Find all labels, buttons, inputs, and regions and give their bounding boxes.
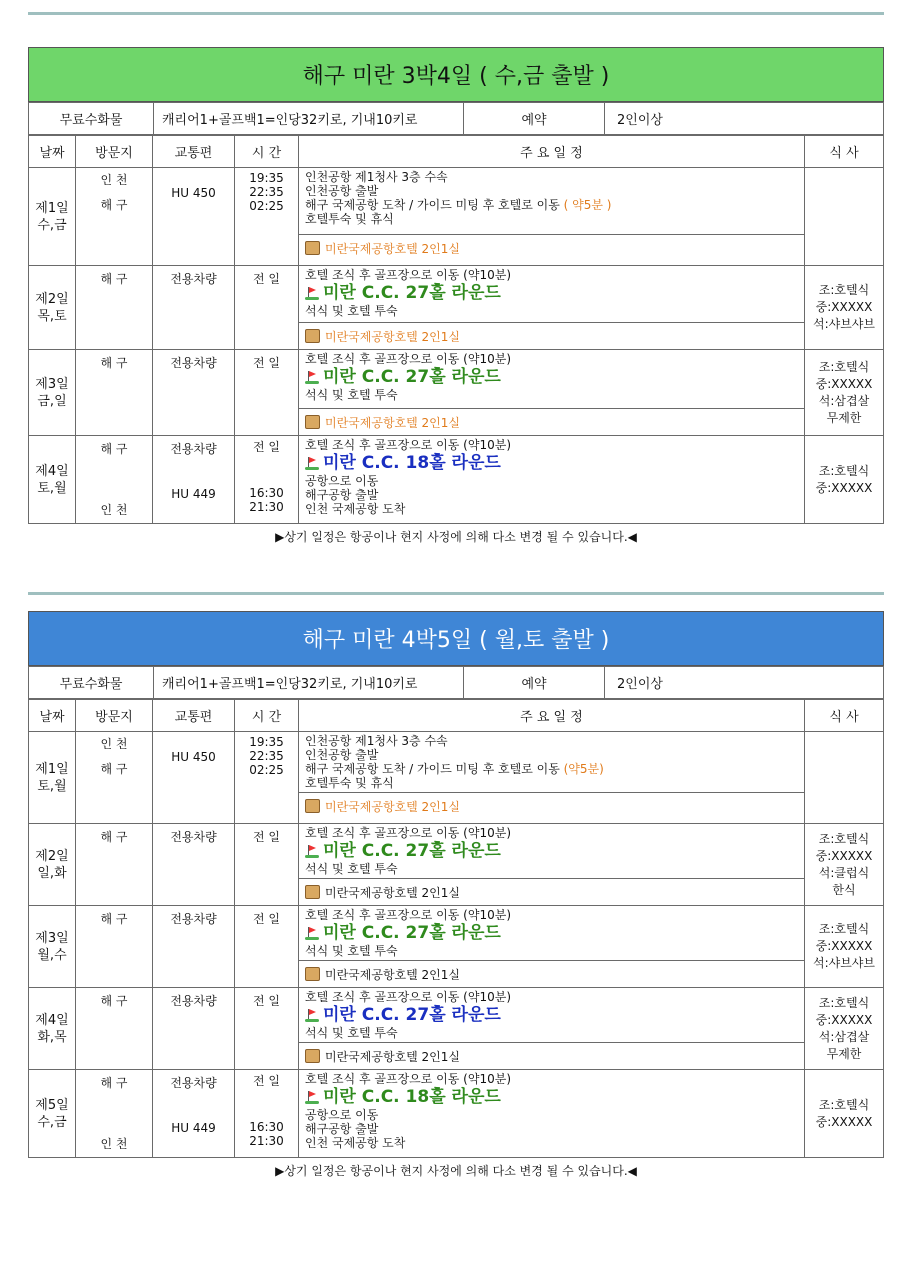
itinerary-cell	[299, 988, 805, 1070]
transport-value: HU 449	[171, 487, 216, 501]
transport-cell: 전용차량	[153, 906, 235, 988]
itinerary-text: 해구 국제공항 도착 / 가이드 미팅 후 호텔로 이동	[305, 198, 564, 212]
transport-value: 전용차량	[170, 442, 217, 456]
transport-value: 전용차량	[170, 1076, 217, 1090]
golf-round	[305, 366, 798, 388]
itinerary-line: 인천공항 제1청사 3층 수속	[305, 170, 448, 184]
day-row	[29, 266, 884, 350]
itinerary-line: 석식 및 호텔 투숙	[305, 388, 398, 402]
itinerary-line: 인천 국제공항 도착	[305, 1136, 406, 1150]
meal-item: 중:XXXXX	[815, 480, 873, 495]
day-number: 제3일	[35, 376, 69, 392]
time-value: 21:30	[249, 1134, 284, 1148]
itinerary-cell	[299, 906, 805, 988]
visit-cell: 해 구	[76, 350, 153, 436]
hotel-name: 미란국제공항호텔 2인1실	[325, 415, 461, 430]
round-text: 미란 C.C. 18홀 라운드	[323, 1087, 501, 1107]
meal-item: 조:호텔식	[818, 283, 870, 297]
visit-place: 해 구	[100, 1076, 128, 1090]
round-text: 미란 C.C. 27홀 라운드	[323, 1005, 501, 1025]
day-weekdays: 일,화	[37, 865, 67, 881]
golf-flag-icon	[305, 926, 319, 940]
schedule-title: 해구 미란 4박5일 ( 월,토 출발 )	[28, 611, 884, 666]
day-number: 제5일	[35, 1097, 69, 1113]
header-time: 시 간	[235, 700, 299, 732]
golf-round	[305, 452, 798, 474]
itinerary-table	[28, 135, 884, 524]
day-number: 제4일	[35, 463, 69, 479]
time-value: 전 일	[253, 440, 280, 454]
day-weekdays: 토,월	[37, 778, 67, 794]
visit-place: 인 천	[100, 173, 128, 187]
day-cell	[29, 168, 76, 266]
visit-cell	[76, 168, 153, 266]
golf-round	[305, 1086, 798, 1108]
meal-cell	[805, 906, 884, 988]
time-value: 02:25	[249, 763, 284, 777]
itinerary-cell	[299, 824, 805, 906]
box-icon	[305, 1049, 320, 1063]
header-meal: 식 사	[805, 136, 884, 168]
day-weekdays: 토,월	[37, 480, 67, 496]
hotel-name: 미란국제공항호텔 2인1실	[325, 329, 461, 344]
golf-flag-icon	[305, 286, 319, 300]
golf-flag-icon	[305, 1090, 319, 1104]
itinerary-line: 호텔 조식 후 골프장으로 이동 (약10분)	[305, 268, 511, 282]
transport-cell: HU 450	[153, 732, 235, 824]
time-cell: 전 일	[235, 266, 299, 350]
itinerary-line: 공항으로 이동	[305, 1108, 379, 1122]
day-number: 제3일	[35, 930, 69, 946]
round-text: 미란 C.C. 18홀 라운드	[323, 453, 501, 473]
visit-cell	[76, 436, 153, 524]
itinerary-line: 석식 및 호텔 투숙	[305, 1026, 398, 1040]
schedule-3n4d	[28, 47, 884, 545]
hotel-line	[299, 322, 804, 349]
visit-cell: 해 구	[76, 824, 153, 906]
itinerary-line: 인천공항 제1청사 3층 수속	[305, 734, 448, 748]
hotel-name: 미란국제공항호텔 2인1실	[325, 241, 461, 256]
itinerary-line: 해구공항 출발	[305, 1122, 379, 1136]
visit-cell: 해 구	[76, 988, 153, 1070]
day-number: 제4일	[35, 1012, 69, 1028]
time-value: 전 일	[253, 1074, 280, 1088]
time-value: 21:30	[249, 500, 284, 514]
itinerary-text: 해구 국제공항 도착 / 가이드 미팅 후 호텔로 이동	[305, 762, 564, 776]
box-icon	[305, 885, 320, 899]
luggage-value: 캐리어1+골프백1=인당32키로, 기내10키로	[154, 667, 464, 699]
header-visit: 방문지	[76, 700, 153, 732]
meal-cell	[805, 988, 884, 1070]
day-cell	[29, 1070, 76, 1158]
time-value: 19:35	[249, 171, 284, 185]
golf-flag-icon	[305, 370, 319, 384]
itinerary-cell	[299, 1070, 805, 1158]
reserve-value: 2인이상	[605, 667, 884, 699]
itinerary-cell	[299, 436, 805, 524]
round-text: 미란 C.C. 27홀 라운드	[323, 283, 501, 303]
luggage-label: 무료수화물	[29, 103, 154, 135]
section-divider	[28, 592, 884, 595]
itinerary-line: 석식 및 호텔 투숙	[305, 304, 398, 318]
meal-item: 조:호텔식	[818, 922, 870, 936]
itinerary-line: 해구공항 출발	[305, 488, 379, 502]
reserve-value: 2인이상	[605, 103, 884, 135]
time-cell	[235, 1070, 299, 1158]
time-cell	[235, 732, 299, 824]
meal-item: 석:클럽식	[818, 865, 870, 880]
round-text: 미란 C.C. 27홀 라운드	[323, 923, 501, 943]
top-divider	[28, 12, 884, 15]
time-value: 19:35	[249, 735, 284, 749]
meal-item: 중:XXXXX	[815, 300, 873, 314]
day-weekdays: 월,수	[37, 947, 67, 963]
schedule-title: 해구 미란 3박4일 ( 수,금 출발 )	[28, 47, 884, 102]
itinerary-line: 공항으로 이동	[305, 474, 379, 488]
golf-round	[305, 922, 798, 944]
duration-note: (약5분)	[563, 762, 604, 776]
meal-item: 석:삼겹살	[818, 393, 870, 408]
visit-place: 해 구	[100, 762, 128, 776]
itinerary-line: 호텔투숙 및 휴식	[305, 212, 394, 226]
visit-cell: 해 구	[76, 266, 153, 350]
footnote: ▶상기 일정은 항공이나 현지 사정에 의해 다소 변경 될 수 있습니다.◀	[275, 530, 637, 544]
itinerary-line: 석식 및 호텔 투숙	[305, 944, 398, 958]
reserve-label: 예약	[464, 667, 605, 699]
itinerary-line: 호텔 조식 후 골프장으로 이동 (약10분)	[305, 352, 511, 366]
day-cell	[29, 266, 76, 350]
itinerary-line: 호텔 조식 후 골프장으로 이동 (약10분)	[305, 908, 511, 922]
golf-flag-icon	[305, 456, 319, 470]
round-text: 미란 C.C. 27홀 라운드	[323, 841, 501, 861]
day-row	[29, 1070, 884, 1158]
visit-cell	[76, 1070, 153, 1158]
transport-cell: 전용차량	[153, 824, 235, 906]
luggage-label: 무료수화물	[29, 667, 154, 699]
hotel-line	[299, 878, 804, 905]
meal-cell	[805, 1070, 884, 1158]
hotel-line	[299, 234, 804, 261]
day-row	[29, 824, 884, 906]
golf-flag-icon	[305, 1008, 319, 1022]
day-row	[29, 350, 884, 436]
transport-cell: 전용차량	[153, 266, 235, 350]
day-row	[29, 906, 884, 988]
info-table	[28, 102, 884, 135]
time-cell: 전 일	[235, 988, 299, 1070]
itinerary-cell	[299, 350, 805, 436]
box-icon	[305, 241, 320, 255]
meal-item: 중:XXXXX	[815, 1114, 873, 1129]
day-row	[29, 988, 884, 1070]
meal-cell	[805, 732, 884, 824]
hotel-line	[299, 408, 804, 435]
day-number: 제2일	[35, 291, 69, 307]
time-value: 22:35	[249, 185, 284, 199]
day-cell	[29, 906, 76, 988]
itinerary-line: 인천 국제공항 도착	[305, 502, 406, 516]
header-itinerary: 주 요 일 정	[299, 136, 805, 168]
itinerary-line: 호텔 조식 후 골프장으로 이동 (약10분)	[305, 826, 511, 840]
box-icon	[305, 967, 320, 981]
golf-round	[305, 840, 798, 862]
visit-place: 인 천	[100, 737, 128, 751]
meal-cell	[805, 436, 884, 524]
itinerary-line: 호텔투숙 및 휴식	[305, 776, 394, 790]
header-transport: 교통편	[153, 136, 235, 168]
luggage-value: 캐리어1+골프백1=인당32키로, 기내10키로	[154, 103, 464, 135]
schedule-4n5d	[28, 611, 884, 1179]
meal-item: 조:호텔식	[818, 1097, 870, 1112]
itinerary-line: 호텔 조식 후 골프장으로 이동 (약10분)	[305, 438, 511, 452]
itinerary-line	[305, 198, 798, 212]
golf-round	[305, 1004, 798, 1026]
meal-item: 석:샤브샤브	[812, 317, 875, 331]
header-date: 날짜	[29, 136, 76, 168]
duration-note: ( 약5분 )	[563, 198, 612, 212]
visit-cell: 해 구	[76, 906, 153, 988]
box-icon	[305, 329, 320, 343]
meal-item: 조:호텔식	[818, 463, 870, 478]
time-value: 22:35	[249, 749, 284, 763]
meal-cell	[805, 824, 884, 906]
hotel-name: 미란국제공항호텔 2인1실	[325, 1049, 461, 1064]
itinerary-line	[305, 762, 798, 776]
visit-place: 해 구	[100, 442, 128, 456]
day-weekdays: 화,목	[37, 1029, 67, 1045]
day-cell	[29, 824, 76, 906]
day-weekdays: 수,금	[37, 1114, 67, 1130]
golf-round	[305, 282, 798, 304]
header-meal: 식 사	[805, 700, 884, 732]
day-weekdays: 수,금	[37, 217, 67, 233]
transport-cell: 전용차량	[153, 350, 235, 436]
header-time: 시 간	[235, 136, 299, 168]
meal-item: 무제한	[826, 1046, 862, 1061]
transport-cell	[153, 1070, 235, 1158]
meal-item: 석:샤브샤브	[812, 956, 875, 970]
meal-item: 조:호텔식	[818, 831, 870, 846]
day-cell	[29, 436, 76, 524]
transport-cell	[153, 436, 235, 524]
hotel-name: 미란국제공항호텔 2인1실	[325, 885, 461, 900]
meal-item: 중:XXXXX	[815, 939, 873, 953]
header-date: 날짜	[29, 700, 76, 732]
day-row	[29, 436, 884, 524]
meal-item: 중:XXXXX	[815, 1012, 873, 1027]
box-icon	[305, 415, 320, 429]
info-table	[28, 666, 884, 699]
day-cell	[29, 988, 76, 1070]
reserve-label: 예약	[464, 103, 605, 135]
itinerary-line: 호텔 조식 후 골프장으로 이동 (약10분)	[305, 1072, 511, 1086]
header-itinerary: 주 요 일 정	[299, 700, 805, 732]
meal-item: 중:XXXXX	[815, 376, 873, 391]
hotel-name: 미란국제공항호텔 2인1실	[325, 799, 461, 814]
hotel-line	[299, 792, 804, 819]
time-value: 02:25	[249, 199, 284, 213]
header-transport: 교통편	[153, 700, 235, 732]
visit-place: 인 천	[100, 503, 128, 517]
itinerary-cell	[299, 168, 805, 266]
time-value: 16:30	[249, 1120, 284, 1134]
transport-cell: 전용차량	[153, 988, 235, 1070]
hotel-name: 미란국제공항호텔 2인1실	[325, 967, 461, 982]
day-cell	[29, 732, 76, 824]
day-number: 제1일	[35, 761, 69, 777]
footnote: ▶상기 일정은 항공이나 현지 사정에 의해 다소 변경 될 수 있습니다.◀	[275, 1164, 637, 1178]
day-row	[29, 732, 884, 824]
itinerary-cell	[299, 266, 805, 350]
day-weekdays: 목,토	[37, 308, 67, 324]
itinerary-line: 인천공항 출발	[305, 748, 379, 762]
box-icon	[305, 799, 320, 813]
day-weekdays: 금,일	[37, 393, 67, 409]
meal-cell	[805, 168, 884, 266]
meal-item: 조:호텔식	[818, 995, 870, 1010]
header-visit: 방문지	[76, 136, 153, 168]
time-cell	[235, 436, 299, 524]
meal-item: 한식	[832, 882, 856, 897]
itinerary-line: 인천공항 출발	[305, 184, 379, 198]
time-cell	[235, 168, 299, 266]
time-cell: 전 일	[235, 906, 299, 988]
day-row	[29, 168, 884, 266]
meal-item: 석:삼겹살	[818, 1029, 870, 1044]
transport-cell: HU 450	[153, 168, 235, 266]
visit-place: 인 천	[100, 1137, 128, 1151]
transport-value: HU 449	[171, 1121, 216, 1135]
golf-flag-icon	[305, 844, 319, 858]
meal-cell	[805, 350, 884, 436]
meal-item: 조:호텔식	[818, 359, 870, 374]
meal-item: 무제한	[826, 410, 862, 425]
day-cell	[29, 350, 76, 436]
itinerary-table	[28, 699, 884, 1158]
visit-cell	[76, 732, 153, 824]
itinerary-line: 호텔 조식 후 골프장으로 이동 (약10분)	[305, 990, 511, 1004]
visit-place: 해 구	[100, 198, 128, 212]
day-number: 제2일	[35, 848, 69, 864]
itinerary-line: 석식 및 호텔 투숙	[305, 862, 398, 876]
hotel-line	[299, 1042, 804, 1069]
time-cell: 전 일	[235, 350, 299, 436]
day-number: 제1일	[35, 200, 69, 216]
meal-item: 중:XXXXX	[815, 848, 873, 863]
time-value: 16:30	[249, 486, 284, 500]
itinerary-cell	[299, 732, 805, 824]
time-cell: 전 일	[235, 824, 299, 906]
meal-cell	[805, 266, 884, 350]
round-text: 미란 C.C. 27홀 라운드	[323, 367, 501, 387]
hotel-line	[299, 960, 804, 987]
